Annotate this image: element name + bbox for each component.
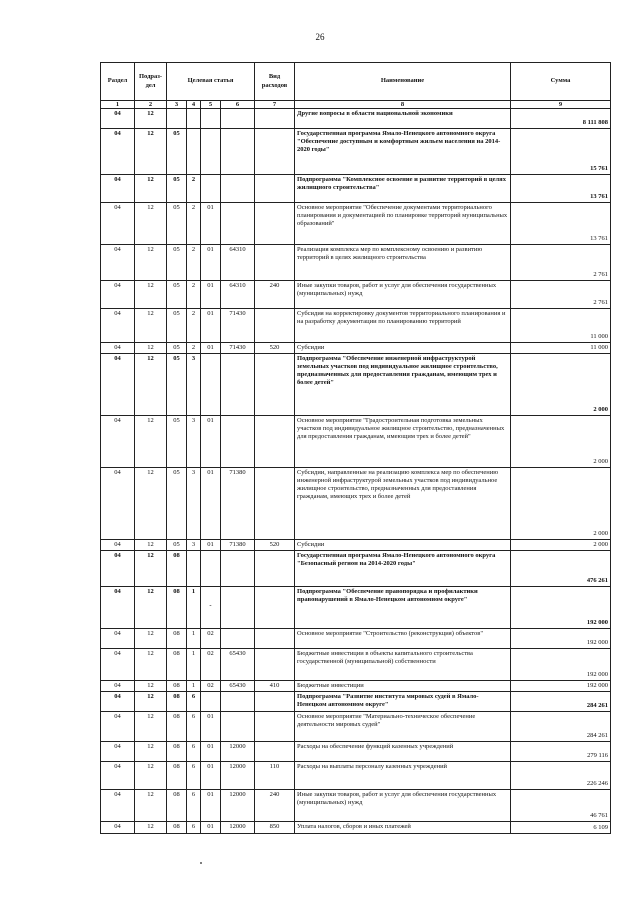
- cell-naimenovanie: Субсидии, направленные на реализацию комплекса мер по обеспечению инженерной инфраструктурой земельных участков под индивидуальное жилищное строительство, предназначенных для предоставления гражданам, имеющих трех и более детей: [295, 468, 511, 540]
- cell-razdel: 04: [101, 790, 135, 822]
- table-body: [101, 109, 611, 834]
- cell-vid-rashodov: [255, 629, 295, 649]
- cell-event: 02: [201, 681, 221, 692]
- cell-summa: 284 261: [511, 712, 611, 742]
- cell-vid-rashodov: 410: [255, 681, 295, 692]
- cell-program: 08: [167, 551, 187, 587]
- cell-naimenovanie: Государственная программа Ямало-Ненецкого автономного округа "Обеспечение доступным и комфортным жильем населения на 2014-2020 годы": [295, 129, 511, 175]
- cell-program: 08: [167, 692, 187, 712]
- cell-program: 05: [167, 203, 187, 245]
- cell-podrazdel: 12: [135, 762, 167, 790]
- page-number: 26: [315, 32, 325, 42]
- cell-event: 01: [201, 822, 221, 834]
- cell-event: [201, 551, 221, 587]
- cell-podrazdel: 12: [135, 281, 167, 309]
- cell-direction: 71430: [221, 309, 255, 343]
- cell-subprogram: 3: [187, 540, 201, 551]
- cell-vid-rashodov: [255, 175, 295, 203]
- cell-program: 08: [167, 762, 187, 790]
- cell-razdel: 04: [101, 109, 135, 129]
- cell-subprogram: 2: [187, 281, 201, 309]
- table-row: [101, 203, 611, 245]
- cell-razdel: 04: [101, 681, 135, 692]
- column-number: 8: [295, 101, 511, 109]
- cell-razdel: 04: [101, 203, 135, 245]
- cell-subprogram: 1: [187, 649, 201, 681]
- cell-razdel: 04: [101, 629, 135, 649]
- cell-podrazdel: 12: [135, 649, 167, 681]
- cell-program: 05: [167, 175, 187, 203]
- cell-summa: 2 000: [511, 416, 611, 468]
- cell-event: [201, 109, 221, 129]
- cell-vid-rashodov: [255, 468, 295, 540]
- cell-razdel: 04: [101, 712, 135, 742]
- cell-summa: 226 246: [511, 762, 611, 790]
- cell-program: 08: [167, 587, 187, 629]
- cell-razdel: 04: [101, 587, 135, 629]
- cell-summa: 284 261: [511, 692, 611, 712]
- cell-vid-rashodov: 110: [255, 762, 295, 790]
- cell-naimenovanie: Основное мероприятие "Обеспечение документами территориального планирования и документацией по планировке территорий муниципальных образований": [295, 203, 511, 245]
- cell-direction: 12000: [221, 790, 255, 822]
- cell-subprogram: 1: [187, 629, 201, 649]
- cell-vid-rashodov: [255, 416, 295, 468]
- cell-event: 01: [201, 281, 221, 309]
- cell-subprogram: 6: [187, 742, 201, 762]
- cell-event: 01: [201, 343, 221, 354]
- cell-razdel: 04: [101, 468, 135, 540]
- cell-vid-rashodov: 520: [255, 540, 295, 551]
- cell-summa: 2 761: [511, 281, 611, 309]
- cell-podrazdel: 12: [135, 245, 167, 281]
- cell-naimenovanie: Субсидии: [295, 540, 511, 551]
- table-row: [101, 245, 611, 281]
- cell-podrazdel: 12: [135, 129, 167, 175]
- scan-speck: [200, 862, 202, 864]
- cell-event: [201, 692, 221, 712]
- cell-summa: 2 000: [511, 468, 611, 540]
- cell-vid-rashodov: [255, 109, 295, 129]
- cell-direction: 71430: [221, 343, 255, 354]
- table-row: [101, 109, 611, 129]
- table-row: [101, 551, 611, 587]
- cell-razdel: 04: [101, 354, 135, 416]
- table-row: [101, 692, 611, 712]
- cell-summa: 192 000: [511, 587, 611, 629]
- table-row: [101, 354, 611, 416]
- cell-subprogram: 1: [187, 587, 201, 629]
- cell-subprogram: [187, 129, 201, 175]
- cell-razdel: 04: [101, 551, 135, 587]
- cell-razdel: 04: [101, 822, 135, 834]
- cell-summa: 2 000: [511, 540, 611, 551]
- cell-event: 01: [201, 790, 221, 822]
- cell-event: 02: [201, 649, 221, 681]
- cell-podrazdel: 12: [135, 790, 167, 822]
- cell-vid-rashodov: [255, 742, 295, 762]
- cell-subprogram: 6: [187, 712, 201, 742]
- budget-table: [100, 62, 611, 834]
- cell-program: 05: [167, 354, 187, 416]
- cell-summa: 11 000: [511, 343, 611, 354]
- column-number-row: [101, 101, 611, 109]
- cell-naimenovanie: Основное мероприятие "Строительство (реконструкция) объектов": [295, 629, 511, 649]
- cell-summa: 192 000: [511, 629, 611, 649]
- cell-subprogram: 6: [187, 692, 201, 712]
- table-row: [101, 468, 611, 540]
- cell-subprogram: 6: [187, 822, 201, 834]
- cell-razdel: 04: [101, 175, 135, 203]
- cell-razdel: 04: [101, 692, 135, 712]
- cell-direction: 71380: [221, 540, 255, 551]
- cell-vid-rashodov: [255, 649, 295, 681]
- cell-vid-rashodov: [255, 354, 295, 416]
- cell-summa: 46 761: [511, 790, 611, 822]
- cell-program: 08: [167, 742, 187, 762]
- cell-summa: 2 000: [511, 354, 611, 416]
- cell-program: 05: [167, 245, 187, 281]
- column-number: 6: [221, 101, 255, 109]
- cell-direction: [221, 712, 255, 742]
- table-row: [101, 416, 611, 468]
- cell-razdel: 04: [101, 129, 135, 175]
- cell-event: 01: [201, 309, 221, 343]
- cell-subprogram: 6: [187, 790, 201, 822]
- cell-podrazdel: 12: [135, 629, 167, 649]
- cell-program: [167, 109, 187, 129]
- cell-direction: 64310: [221, 281, 255, 309]
- cell-naimenovanie: Иные закупки товаров, работ и услуг для обеспечения государственных (муниципальных) нужд: [295, 281, 511, 309]
- cell-naimenovanie: Субсидии: [295, 343, 511, 354]
- table-row: [101, 681, 611, 692]
- cell-naimenovanie: Государственная программа Ямало-Ненецкого автономного округа "Безопасный регион на 2014-2020 годы": [295, 551, 511, 587]
- cell-program: 05: [167, 129, 187, 175]
- cell-program: 05: [167, 281, 187, 309]
- cell-naimenovanie: Основное мероприятие "Материально-техническое обеспечение деятельности мировых судей": [295, 712, 511, 742]
- cell-direction: 12000: [221, 742, 255, 762]
- cell-summa: 13 761: [511, 203, 611, 245]
- cell-direction: 65430: [221, 649, 255, 681]
- cell-naimenovanie: Иные закупки товаров, работ и услуг для обеспечения государственных (муниципальных) нужд: [295, 790, 511, 822]
- cell-direction: 64310: [221, 245, 255, 281]
- column-number: 2: [135, 101, 167, 109]
- cell-podrazdel: 12: [135, 822, 167, 834]
- cell-subprogram: 2: [187, 175, 201, 203]
- table-row: [101, 281, 611, 309]
- cell-direction: [221, 587, 255, 629]
- cell-razdel: 04: [101, 245, 135, 281]
- cell-program: 08: [167, 822, 187, 834]
- cell-podrazdel: 12: [135, 712, 167, 742]
- cell-razdel: 04: [101, 281, 135, 309]
- cell-naimenovanie: Расходы на обеспечение функций казенных учреждений: [295, 742, 511, 762]
- cell-podrazdel: 12: [135, 343, 167, 354]
- cell-naimenovanie: Расходы на выплаты персоналу казенных учреждений: [295, 762, 511, 790]
- cell-summa: 15 761: [511, 129, 611, 175]
- header-naimenovanie: Наименование: [295, 63, 511, 101]
- cell-subprogram: 2: [187, 309, 201, 343]
- column-number: 4: [187, 101, 201, 109]
- cell-event: 02: [201, 629, 221, 649]
- cell-direction: [221, 354, 255, 416]
- cell-naimenovanie: Уплата налогов, сборов и иных платежей: [295, 822, 511, 834]
- cell-naimenovanie: Подпрограмма "Комплексное освоение и развитие территорий в целях жилищного строительства": [295, 175, 511, 203]
- cell-vid-rashodov: 240: [255, 790, 295, 822]
- cell-naimenovanie: Подпрограмма "Обеспечение правопорядка и профилактики правонарушений в Ямало-Ненецком автономном округе": [295, 587, 511, 629]
- cell-vid-rashodov: [255, 245, 295, 281]
- table-row: [101, 309, 611, 343]
- column-number: 9: [511, 101, 611, 109]
- cell-event: 01: [201, 203, 221, 245]
- column-number: 1: [101, 101, 135, 109]
- cell-naimenovanie: Субсидия на корректировку документов территориального планирования и на разработку документации по планированию территорий: [295, 309, 511, 343]
- cell-naimenovanie: Подпрограмма "Развитие института мировых судей в Ямало-Ненецком автономном округе": [295, 692, 511, 712]
- cell-event: 01: [201, 416, 221, 468]
- budget-table-sheet: [100, 62, 610, 834]
- cell-direction: [221, 692, 255, 712]
- cell-subprogram: 2: [187, 203, 201, 245]
- cell-summa: 279 116: [511, 742, 611, 762]
- cell-vid-rashodov: [255, 712, 295, 742]
- table-row: [101, 129, 611, 175]
- cell-direction: [221, 109, 255, 129]
- header-summa: Сумма: [511, 63, 611, 101]
- cell-direction: [221, 129, 255, 175]
- cell-podrazdel: 12: [135, 203, 167, 245]
- cell-naimenovanie: Бюджетные инвестиции: [295, 681, 511, 692]
- cell-podrazdel: 12: [135, 692, 167, 712]
- cell-podrazdel: 12: [135, 587, 167, 629]
- cell-podrazdel: 12: [135, 742, 167, 762]
- cell-vid-rashodov: 520: [255, 343, 295, 354]
- cell-razdel: 04: [101, 762, 135, 790]
- cell-direction: [221, 629, 255, 649]
- cell-program: 08: [167, 712, 187, 742]
- column-number: 7: [255, 101, 295, 109]
- cell-summa: 8 111 808: [511, 109, 611, 129]
- cell-subprogram: [187, 551, 201, 587]
- cell-podrazdel: 12: [135, 468, 167, 540]
- column-number: 3: [167, 101, 187, 109]
- cell-podrazdel: 12: [135, 416, 167, 468]
- cell-program: 05: [167, 416, 187, 468]
- cell-vid-rashodov: 240: [255, 281, 295, 309]
- cell-vid-rashodov: [255, 129, 295, 175]
- cell-event: [201, 587, 221, 629]
- cell-event: [201, 354, 221, 416]
- cell-vid-rashodov: [255, 203, 295, 245]
- cell-vid-rashodov: [255, 692, 295, 712]
- column-number: 5: [201, 101, 221, 109]
- cell-razdel: 04: [101, 742, 135, 762]
- table-row: [101, 175, 611, 203]
- cell-naimenovanie: Другие вопросы в области национальной экономики: [295, 109, 511, 129]
- cell-subprogram: 3: [187, 468, 201, 540]
- cell-direction: 65430: [221, 681, 255, 692]
- cell-podrazdel: 12: [135, 175, 167, 203]
- cell-naimenovanie: Подпрограмма "Обеспечение инженерной инфраструктурой земельных участков под индивидуальное жилищное строительство, предназначенных для предоставления гражданам, имеющим трех и более детей": [295, 354, 511, 416]
- cell-subprogram: 3: [187, 354, 201, 416]
- cell-direction: 12000: [221, 822, 255, 834]
- table-row: [101, 762, 611, 790]
- cell-program: 05: [167, 309, 187, 343]
- cell-vid-rashodov: 850: [255, 822, 295, 834]
- table-row: [101, 629, 611, 649]
- cell-summa: 13 761: [511, 175, 611, 203]
- cell-event: [201, 129, 221, 175]
- cell-event: [201, 175, 221, 203]
- cell-direction: [221, 416, 255, 468]
- cell-razdel: 04: [101, 416, 135, 468]
- cell-summa: 6 109: [511, 822, 611, 834]
- cell-summa: 192 000: [511, 681, 611, 692]
- cell-razdel: 04: [101, 649, 135, 681]
- cell-podrazdel: 12: [135, 309, 167, 343]
- cell-direction: 71380: [221, 468, 255, 540]
- cell-program: 05: [167, 468, 187, 540]
- cell-summa: 2 761: [511, 245, 611, 281]
- cell-podrazdel: 12: [135, 681, 167, 692]
- cell-program: 08: [167, 790, 187, 822]
- cell-podrazdel: 12: [135, 354, 167, 416]
- cell-vid-rashodov: [255, 587, 295, 629]
- cell-subprogram: [187, 109, 201, 129]
- cell-summa: 192 000: [511, 649, 611, 681]
- table-row: [101, 540, 611, 551]
- cell-event: 01: [201, 762, 221, 790]
- header-vid-rashodov: Вид расходов: [255, 63, 295, 101]
- cell-program: 05: [167, 540, 187, 551]
- cell-vid-rashodov: [255, 551, 295, 587]
- cell-naimenovanie: Основное мероприятие "Градостроительная подготовка земельных участков под индивидуальное жилищное строительство, предназначенных для предоставления гражданам, имеющим трех и более детей": [295, 416, 511, 468]
- cell-direction: [221, 203, 255, 245]
- table-row: [101, 587, 611, 629]
- cell-subprogram: 1: [187, 681, 201, 692]
- table-row: [101, 649, 611, 681]
- cell-subprogram: 6: [187, 762, 201, 790]
- cell-event: 01: [201, 742, 221, 762]
- cell-razdel: 04: [101, 343, 135, 354]
- table-row: [101, 790, 611, 822]
- cell-podrazdel: 12: [135, 109, 167, 129]
- cell-program: 05: [167, 343, 187, 354]
- cell-event: 01: [201, 468, 221, 540]
- cell-summa: 11 000: [511, 309, 611, 343]
- cell-razdel: 04: [101, 309, 135, 343]
- cell-subprogram: 2: [187, 245, 201, 281]
- header-podrazdel: Подраз-дел: [135, 63, 167, 101]
- table-header: [101, 63, 611, 109]
- table-row: [101, 343, 611, 354]
- table-row: [101, 742, 611, 762]
- cell-naimenovanie: Бюджетные инвестиции в объекты капитального строительства государственной (муниципальной) собственности: [295, 649, 511, 681]
- cell-direction: [221, 551, 255, 587]
- table-row: [101, 712, 611, 742]
- dash-mark: -: [209, 602, 212, 610]
- cell-podrazdel: 12: [135, 551, 167, 587]
- cell-podrazdel: 12: [135, 540, 167, 551]
- cell-program: 08: [167, 629, 187, 649]
- cell-vid-rashodov: [255, 309, 295, 343]
- cell-event: 01: [201, 540, 221, 551]
- cell-direction: 12000: [221, 762, 255, 790]
- cell-event: 01: [201, 245, 221, 281]
- cell-event: 01: [201, 712, 221, 742]
- header-tselevaya-statya: Целевая статья: [167, 63, 255, 101]
- cell-razdel: 04: [101, 540, 135, 551]
- cell-subprogram: 2: [187, 343, 201, 354]
- cell-program: 08: [167, 649, 187, 681]
- cell-subprogram: 3: [187, 416, 201, 468]
- cell-direction: [221, 175, 255, 203]
- cell-summa: 476 261: [511, 551, 611, 587]
- table-row: [101, 822, 611, 834]
- cell-naimenovanie: Реализация комплекса мер по комплексному освоению и развитию территорий в целях жилищного строительства: [295, 245, 511, 281]
- header-razdel: Раздел: [101, 63, 135, 101]
- cell-program: 08: [167, 681, 187, 692]
